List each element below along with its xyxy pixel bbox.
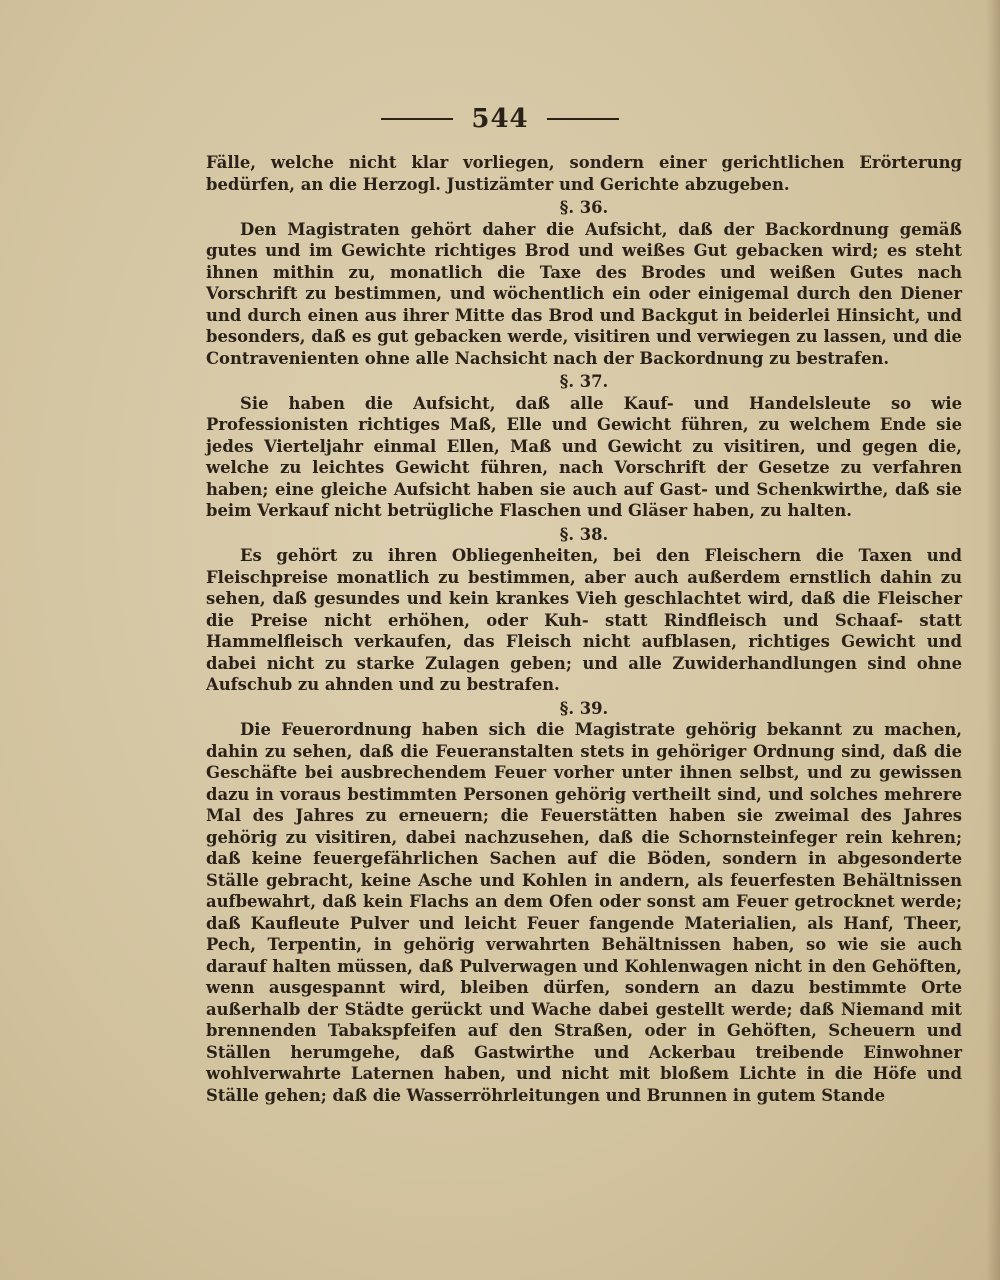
intro-paragraph: Fälle, welche nicht klar vorliegen, sondern einer gerichtlichen Erörterung bedürfen, an die Herzogl. Justizämter und Gerichte abzugeben. xyxy=(206,153,962,194)
section-text-36: Den Magistraten gehört daher die Aufsicht, daß der Backordnung gemäß gutes und im Gewichte richtiges Brod und weißes Gut gebacken wird; es steht ihnen mithin zu, monatlich die Taxe des Brodes und weißen Gutes nach Vorschrift zu bestimmen, und wöchentlich ein oder einigemal durch den Diener und durch einen aus ihrer Mitte das Brod und Backgut in beiderlei Hinsicht, und besonders, daß es gut gebacken werde, visitiren und verwiegen zu lassen, und die Contravenienten ohne alle Nachsicht nach der Backordnung zu bestrafen. xyxy=(206,219,962,368)
section-heading-36: §. 36. xyxy=(559,198,609,217)
header-rule-left xyxy=(381,118,453,120)
page-number: 544 xyxy=(471,104,529,134)
section-text-37: Sie haben die Aufsicht, daß alle Kauf- und Handelsleute so wie Professionisten richtiges Maß, Elle und Gewicht führen, zu welchem Ende sie jedes Vierteljahr einmal Ellen, Maß und Gewicht zu visitiren, und gegen die, welche zu leichtes Gewicht führen, nach Vorschrift der Gesetze zu verfahren haben; eine gleiche Aufsicht haben sie auch auf Gast- und Schenkwirthe, daß sie beim Verkauf nicht betrügliche Flaschen und Gläser haben, zu halten. xyxy=(206,393,962,520)
page-header xyxy=(0,104,1000,134)
section-heading-38: §. 38. xyxy=(559,524,609,544)
section-text-38: Es gehört zu ihren Obliegenheiten, bei den Fleischern die Taxen und Fleischpreise monatlich zu bestimmen, aber auch außerdem ernstlich dahin zu sehen, daß gesundes und kein krankes Vieh geschlachtet wird, daß die Fleischer die Preise nicht erhöhen, oder Kuh- statt Rindfleisch und Schaaf- statt Hammelfleisch verkaufen, das Fleisch nicht aufblasen, richtiges Gewicht und dabei nicht zu starke Zulagen geben; und alle Zuwiderhandlungen sind ohne Aufschub zu ahnden und zu bestrafen. xyxy=(206,546,962,694)
document-body xyxy=(206,152,962,1106)
section-heading-37: §. 37. xyxy=(559,372,609,391)
section-heading-39: §. 39. xyxy=(559,698,609,718)
header-rule-right xyxy=(547,118,619,120)
section-text-39: Die Feuerordnung haben sich die Magistrate gehörig bekannt zu machen, dahin zu sehen, daß die Feueranstalten stets in gehöriger Ordnung sind, daß die Geschäfte bei ausbrechendem Feuer vorher unter ihnen selbst, und zu gewissen dazu in voraus bestimmten Personen gehörig vertheilt sind, und solches mehrere Mal des Jahres zu erneuern; die Feuerstätten haben sie zweimal des Jahres gehörig zu visitiren, dabei nachzusehen, daß die Schornsteinfeger rein kehren; daß keine feuergefährlichen Sachen auf die Böden, sondern in abgesonderte Ställe gebracht, keine Asche und Kohlen in andern, als feuerfesten Behältnissen aufbewahrt, daß kein Flachs an dem Ofen oder sonst am Feuer getrocknet werde; daß Kaufleute Pulver und leicht Feuer fangende Materialien, als Hanf, Theer, Pech, Terpentin, in gehörig verwahrten Behältnissen haben, so wie sie auch darauf halten müssen, daß Pulverwagen und Kohlenwagen nicht in den Gehöften, wenn ausgespannt wird, bleiben dürfen, sondern an dazu bestimmte Orte außerhalb der Städte gerückt und Wache dabei gestellt werde; daß Niemand mit brennenden Tabakspfeifen auf den Straßen, oder in Gehöften, Scheuern und Ställen herumgehe, daß Gastwirthe und Ackerbau treibende Einwohner wohlverwahrte Laternen haben, und nicht mit bloßem Lichte in die Höfe und Ställe gehen; daß die Wasserröhrleitungen und Brunnen in gutem Stande xyxy=(206,720,962,1105)
